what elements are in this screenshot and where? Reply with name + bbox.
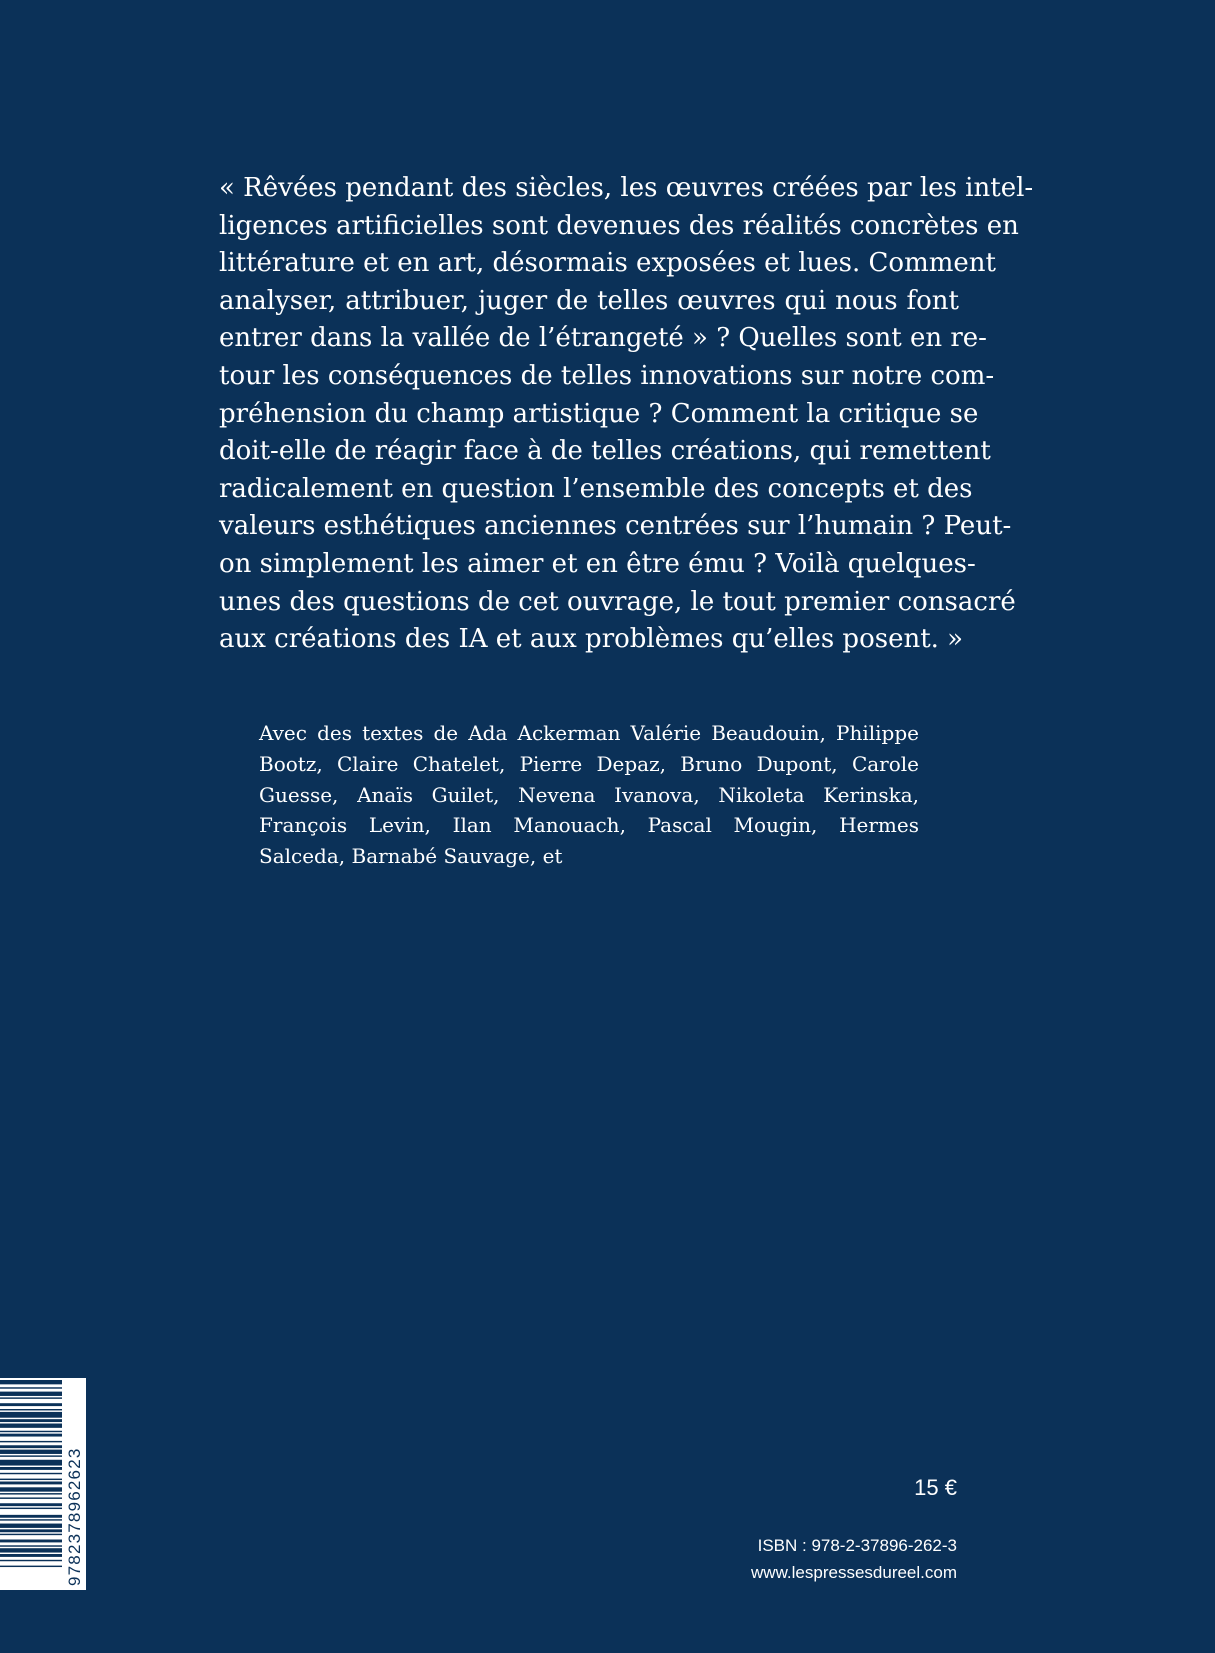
barcode-bar [0,1434,62,1437]
barcode-bar [0,1524,62,1528]
back-cover-blurb [219,170,1034,659]
blurb-line: radicalement en question l’ensemble des concepts et des [219,473,973,504]
barcode-bar [0,1545,62,1546]
barcode-bar [0,1519,62,1520]
contributor-line: François Levin, Ilan Manouach, Pascal Mougin, Hermes [259,813,919,838]
blurb-line: aux créations des IA et aux problèmes qu’elles posent. » [219,624,964,655]
blurb-line: valeurs esthétiques anciennes centrées sur l’humain ? Peut- [219,511,1012,542]
barcode-bar [0,1540,62,1543]
barcode-bar [0,1487,62,1491]
barcode-bar [0,1403,62,1406]
barcode-bar [0,1441,62,1442]
blurb-line: entrer dans la vallée de l’étrangeté » ? Quelles sont en re- [219,323,987,354]
barcode-bar [0,1560,62,1561]
barcode-bar [0,1482,62,1485]
contributor-line: Avec des textes de Ada Ackerman Valérie Beaudouin, Philippe [259,721,919,745]
barcode-bar [0,1503,62,1506]
barcode-bar [0,1409,62,1410]
barcode [0,1378,86,1590]
blurb-line: « Rêvées pendant des siècles, les œuvres créées par les intel- [219,173,1034,203]
barcode-bar [0,1419,62,1422]
barcode-bar [0,1566,62,1567]
barcode-bar [0,1455,62,1456]
isbn: ISBN : 978-2-37896-262-3 [757,1536,957,1555]
blurb-line: on simplement les aimer et en être ému ? Voilà quelques- [219,548,976,579]
price: 15 € [914,1475,957,1500]
barcode-bar [0,1548,62,1552]
barcode-bar [0,1534,62,1535]
barcode-bar [0,1450,62,1454]
barcode-bar [0,1445,62,1448]
barcode-bar [0,1515,62,1518]
barcode-bar [0,1424,62,1428]
blurb-line: préhension du champ artistique ? Comment la critique se [219,398,979,429]
barcode-bar [0,1397,62,1398]
barcode-bar [0,1497,62,1498]
barcode-bar [0,1529,62,1532]
barcode-bar [0,1554,62,1557]
barcode-bar [0,1412,62,1418]
contributor-line: Bootz, Claire Chatelet, Pierre Depaz, Bruno Dupont, Carole [259,751,919,776]
barcode-bar [0,1479,62,1480]
barcode-bar [0,1473,62,1474]
barcode-graphic [0,1378,86,1590]
barcode-bar [0,1467,62,1470]
barcode-bars [0,1380,62,1567]
blurb-line: doit-elle de réagir face à de telles créations, qui remettent [219,436,991,467]
barcode-digits: 9782378962623 [65,1447,84,1586]
barcode-bar [0,1380,62,1384]
publisher-website: www.lespressesdureel.com [751,1563,957,1582]
contributor-line: Guesse, Anaïs Guilet, Nevena Ivanova, Nikoleta Kerinska, [259,782,919,807]
barcode-bar [0,1392,62,1396]
blurb-line: analyser, attribuer, juger de telles œuvres qui nous font [219,285,959,316]
barcode-bar [0,1431,62,1432]
barcode-bar [0,1387,62,1388]
blurb-line: unes des questions de cet ouvrage, le tout premier consacré [219,586,1016,617]
barcode-bar [0,1460,62,1466]
barcode-bar [0,1493,62,1494]
blurb-line: littérature et en art, désormais exposées et lues. Comment [219,248,996,279]
blurb-line: tour les conséquences de telles innovations sur notre com- [219,360,995,391]
blurb-line: ligences artificielles sont devenues des réalités concrètes en [219,210,1019,241]
barcode-bar [0,1508,62,1509]
contributors-paragraph [259,718,919,872]
contributor-line: Salceda, Barnabé Sauvage, et [259,844,563,869]
